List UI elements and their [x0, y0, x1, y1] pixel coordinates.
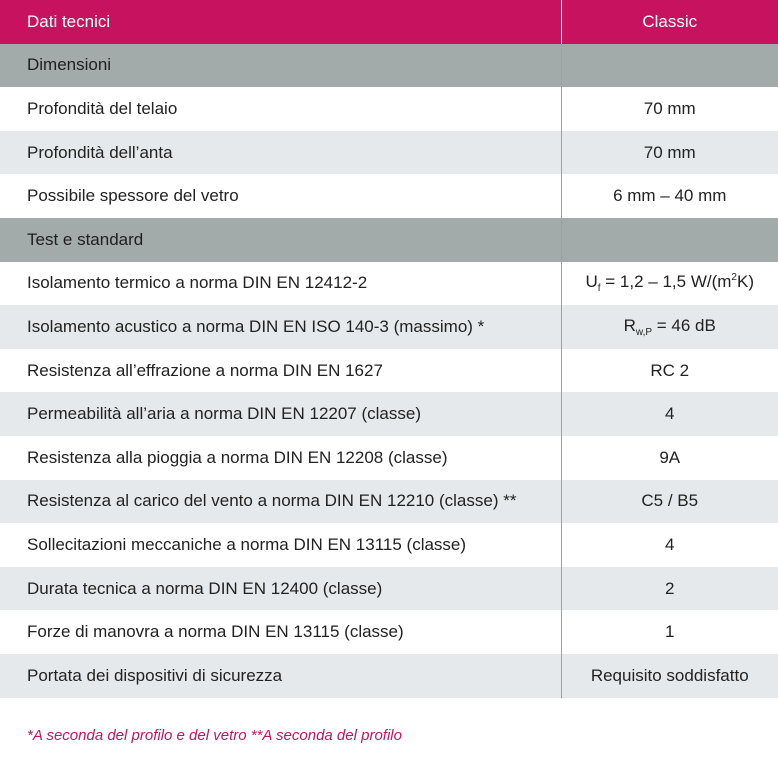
- table-header-row: [0, 0, 778, 44]
- row-label: Resistenza al carico del vento a norma DIN EN 12210 (classe) **: [0, 480, 561, 524]
- table-row: [0, 480, 778, 524]
- table-row: [0, 392, 778, 436]
- row-value: 2: [561, 567, 778, 611]
- table-row: [0, 174, 778, 218]
- table-row: [0, 87, 778, 131]
- table-row: [0, 567, 778, 611]
- section-title: Dimensioni: [0, 44, 561, 88]
- value-subscript: w,P: [635, 326, 653, 338]
- section-row-tests: [0, 218, 778, 262]
- value-symbol: R: [623, 315, 636, 335]
- section-empty-cell: [561, 44, 778, 88]
- row-label: Resistenza alla pioggia a norma DIN EN 12208 (classe): [0, 436, 561, 480]
- value-subscript: f: [597, 283, 601, 295]
- row-value: Requisito soddisfatto: [561, 654, 778, 698]
- value-symbol: U: [585, 272, 598, 292]
- table-row: [0, 262, 778, 306]
- section-title: Test e standard: [0, 218, 561, 262]
- row-label: Profondità dell’anta: [0, 131, 561, 175]
- row-value: C5 / B5: [561, 480, 778, 524]
- row-label: Portata dei dispositivi di sicurezza: [0, 654, 561, 698]
- row-label: Resistenza all’effrazione a norma DIN EN 1627: [0, 349, 561, 393]
- row-value: 1: [561, 610, 778, 654]
- table-row: [0, 523, 778, 567]
- header-model: Classic: [561, 0, 778, 44]
- row-value: 6 mm – 40 mm: [561, 174, 778, 218]
- value-superscript: 2: [731, 272, 737, 284]
- row-label: Isolamento acustico a norma DIN EN ISO 140-3 (massimo) *: [0, 305, 561, 349]
- header-label: Dati tecnici: [0, 0, 561, 44]
- row-label: Forze di manovra a norma DIN EN 13115 (classe): [0, 610, 561, 654]
- row-value: 4: [561, 523, 778, 567]
- row-label: Isolamento termico a norma DIN EN 12412-2: [0, 262, 561, 306]
- row-value: 9A: [561, 436, 778, 480]
- row-value: 70 mm: [561, 131, 778, 175]
- row-label: Possibile spessore del vetro: [0, 174, 561, 218]
- row-value: [561, 305, 778, 349]
- table-row: [0, 654, 778, 698]
- row-value: 4: [561, 392, 778, 436]
- row-label: Sollecitazioni meccaniche a norma DIN EN 13115 (classe): [0, 523, 561, 567]
- value-unit-end: K): [736, 272, 754, 292]
- table-row: [0, 131, 778, 175]
- row-label: Durata tecnica a norma DIN EN 12400 (classe): [0, 567, 561, 611]
- row-value: RC 2: [561, 349, 778, 393]
- section-row-dimensions: [0, 44, 778, 88]
- table-row: [0, 349, 778, 393]
- row-label: Profondità del telaio: [0, 87, 561, 131]
- table-row: [0, 436, 778, 480]
- footnote: *A seconda del profilo e del vetro **A seconda del profilo: [27, 727, 402, 744]
- row-label: Permeabilità all’aria a norma DIN EN 12207 (classe): [0, 392, 561, 436]
- value-text: = 1,2 – 1,5 W/(m: [600, 272, 732, 292]
- table-row: [0, 305, 778, 349]
- value-text: = 46 dB: [652, 315, 716, 335]
- table-row: [0, 610, 778, 654]
- row-value: 70 mm: [561, 87, 778, 131]
- section-empty-cell: [561, 218, 778, 262]
- row-value: [561, 262, 778, 306]
